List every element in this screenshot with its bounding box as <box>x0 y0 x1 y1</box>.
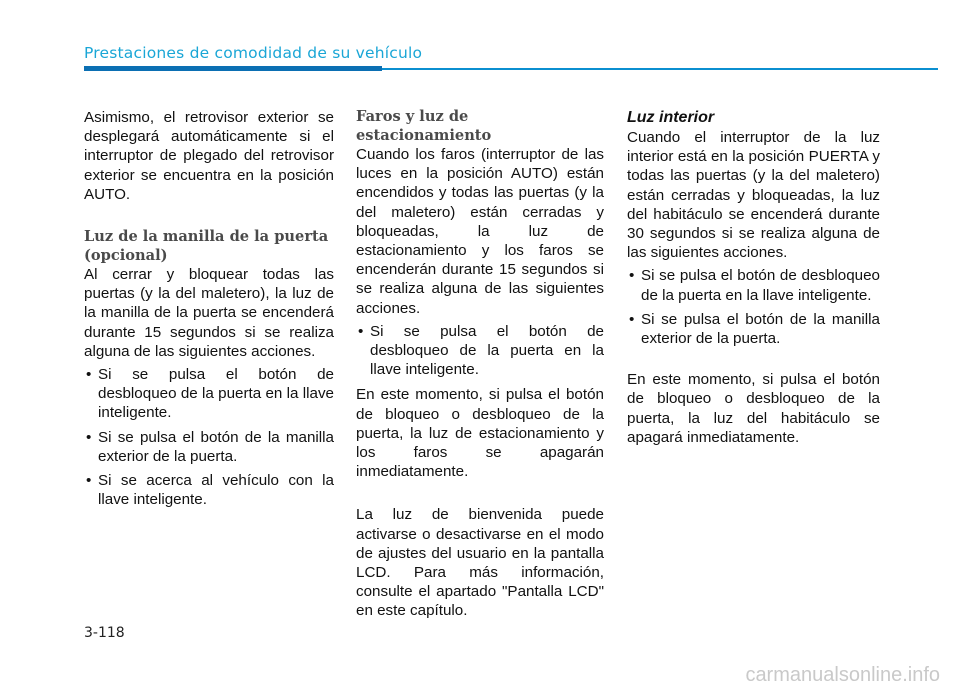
bullet-icon: • <box>358 322 364 340</box>
body-paragraph: Cuando los faros (interruptor de las luces en la posición AUTO) están encendidos y todas las puertas (y la del maletero) están cerradas y bloqueadas, la luz de estacionamiento y los faros se encenderán durante 15 segundos si se realiza alguna de las siguientes acciones. <box>356 146 604 317</box>
section-title: Prestaciones de comodidad de su vehículo <box>84 44 423 62</box>
column-1 <box>84 108 334 515</box>
heading-door-handle-light: Luz de la manilla de la puerta (opcional) <box>84 228 329 264</box>
list-item: • Si se pulsa el botón de desbloqueo de la puerta en la llave inteligente. <box>629 267 880 304</box>
watermark: carmanualsonline.info <box>745 664 940 686</box>
bullet-icon: • <box>629 267 635 285</box>
list-item: • Si se pulsa el botón de desbloqueo de la puerta en la llave inteligente. <box>86 366 334 422</box>
intro-paragraph: Asimismo, el retrovisor exterior se desplegará automáticamente si el interruptor de plegado del retrovisor exterior se encuentra en la posición AUTO. <box>84 109 334 203</box>
page-number: 3-118 <box>84 625 125 641</box>
heading-headlamps-parking-light: Faros y luz de estacionamiento <box>356 108 492 144</box>
heading-interior-light: Luz interior <box>627 109 715 126</box>
bullet-icon: • <box>629 310 635 328</box>
list-item: • Si se pulsa el botón de la manilla exterior de la puerta. <box>629 310 880 348</box>
header-rule-light <box>382 68 938 70</box>
bullet-icon: • <box>86 472 92 490</box>
header-rule-dark <box>84 66 382 71</box>
column-2 <box>356 108 604 621</box>
body-paragraph: Al cerrar y bloquear todas las puertas (y la del maletero), la luz de la manilla de la puerta se encenderá durante 15 segundos si se realiza alguna de las siguientes acciones. <box>84 266 334 360</box>
bullet-icon: • <box>86 366 92 384</box>
bullet-icon: • <box>86 428 92 446</box>
list-item: • Si se acerca al vehículo con la llave inteligente. <box>86 472 334 509</box>
bullet-list <box>627 266 880 348</box>
note-paragraph: La luz de bienvenida puede activarse o desactivarse en el modo de ajustes del usuario en la pantalla LCD. Para más información, consulte el apartado "Pantalla LCD" en este capítulo. <box>356 506 604 620</box>
after-paragraph: En este momento, si pulsa el botón de bloqueo o desbloqueo de la puerta, la luz de estacionamiento y los faros se apagarán inmediatamente. <box>356 386 604 481</box>
after-paragraph: En este momento, si pulsa el botón de bloqueo o desbloqueo de la puerta, la luz del habitáculo se apagará inmediatamente. <box>627 371 880 446</box>
list-item: • Si se pulsa el botón de desbloqueo de la puerta en la llave inteligente. <box>358 322 604 379</box>
list-item: • Si se pulsa el botón de la manilla exterior de la puerta. <box>86 428 334 465</box>
body-paragraph: Cuando el interruptor de la luz interior está en la posición PUERTA y todas las puertas (y la del maletero) están cerradas y bloqueadas, la luz del habitáculo se encenderá durante 30 segundos si se realiza alguna de las siguientes acciones. <box>627 129 880 262</box>
column-3 <box>627 108 880 447</box>
bullet-list <box>356 322 604 380</box>
bullet-list <box>84 365 334 509</box>
